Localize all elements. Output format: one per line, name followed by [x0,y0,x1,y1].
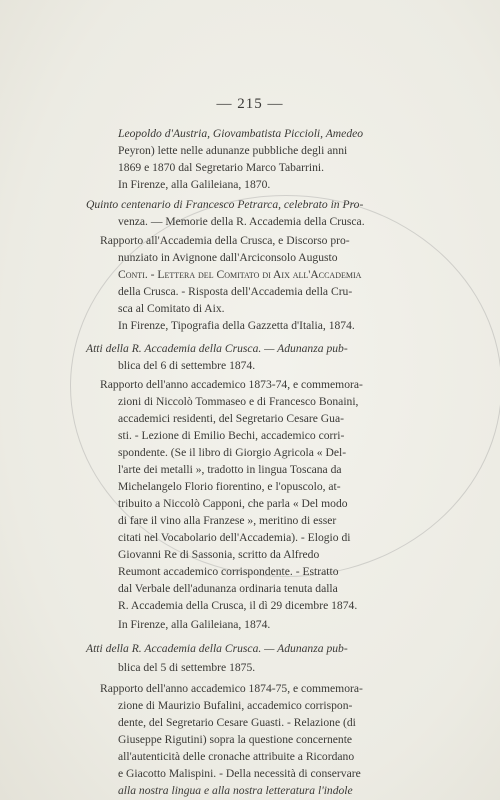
entry-body-line: Reumont accademico corrispondente. - Estratto [118,565,339,578]
entry-body-line: Rapporto dell'anno accademico 1873-74, e commemora- [100,378,363,391]
entry-title-line: Peyron) lette nelle adunanze pubbliche degli anni [118,144,348,157]
entry-title-line: 1869 e 1870 dal Segretario Marco Tabarrini. [118,161,324,174]
entry-title-line: Leopoldo d'Austria, Giovambatista Piccioli, Amedeo [118,127,364,140]
entry-body-line: e Giacotto Malispini. - Della necessità di conservare [118,767,361,780]
entry-body-line: Giuseppe Rigutini) sopra la questione concernente [118,733,353,746]
entry-body-line: l'arte dei metalli », tradotto in lingua Toscana da [118,463,342,476]
page-number: — 215 — [216,96,284,112]
entry-body-line: spondente. (Se il libro di Giorgio Agricola « Del- [118,446,347,459]
entry-body-line: zioni di Niccolò Tommaseo e di Francesco Bonaini, [118,395,359,408]
entry-body-line: tribuito a Niccolò Capponi, che parla « Del modo [118,497,348,510]
entry-imprint-line: In Firenze, Tipografia della Gazzetta d'Italia, 1874. [118,319,355,332]
entry-title-line: blica del 5 di settembre 1875. [118,661,256,674]
entry-title-line: Atti della R. Accademia della Crusca. — Adunanza pub- [86,342,348,355]
entry-body-line: Conti. - Lettera del Comitato di Aix all'Accademia [118,268,362,281]
entry-body-line: accademici residenti, del Segretario Cesare Gua- [118,412,344,425]
entry-body-line: Michelangelo Florio fiorentino, e l'opuscolo, at- [118,480,341,493]
entry-body-line: all'autenticità delle cronache attribuite a Ricordano [118,750,355,763]
entry-body-line: nunziato in Avignone dall'Arciconsolo Augusto [118,251,338,264]
entry-body-line: citati nel Vocabolario dell'Accademia). - Elogio di [118,531,351,544]
entry-body-line: Rapporto all'Accademia della Crusca, e Discorso pro- [100,234,350,247]
entry-body-line: dal Verbale dell'adunanza ordinaria tenuta dalla [118,582,338,595]
entry-body-line: Giovanni Re di Sassonia, scritto da Alfredo [118,548,320,561]
entry-title-line: blica del 6 di settembre 1874. [118,359,256,372]
entry-title-line: Atti della R. Accademia della Crusca. — Adunanza pub- [86,642,348,655]
entry-title-line: venza. — Memorie della R. Accademia della Crusca. [118,215,365,228]
entry-imprint-line: In Firenze, alla Galileiana, 1870. [118,178,271,191]
entry-title-line: Quinto centenario di Francesco Petrarca, celebrato in Pro- [86,198,364,211]
entry-body-line: alla nostra lingua e alla nostra letteratura l'indole [118,784,353,797]
entry-body-line: sca al Comitato di Aix. [118,302,225,315]
entry-body-line: zione di Maurizio Bufalini, accademico corrispon- [118,699,353,712]
entry-body-line: dente, del Segretario Cesare Guasti. - Relazione (di [118,716,356,729]
entry-body-line: Rapporto dell'anno accademico 1874-75, e commemora- [100,682,363,695]
entry-body-line: della Crusca. - Risposta dell'Accademia della Cru- [118,285,353,298]
entry-body-line: R. Accademia della Crusca, il dì 29 dicembre 1874. [118,599,358,612]
entry-imprint-line: In Firenze, alla Galileiana, 1874. [118,618,271,631]
entry-body-line: sti. - Lezione di Emilio Bechi, accademico corri- [118,429,345,442]
entry-body-line: di fare il vino alla Franzese », meritino di esser [118,514,337,527]
